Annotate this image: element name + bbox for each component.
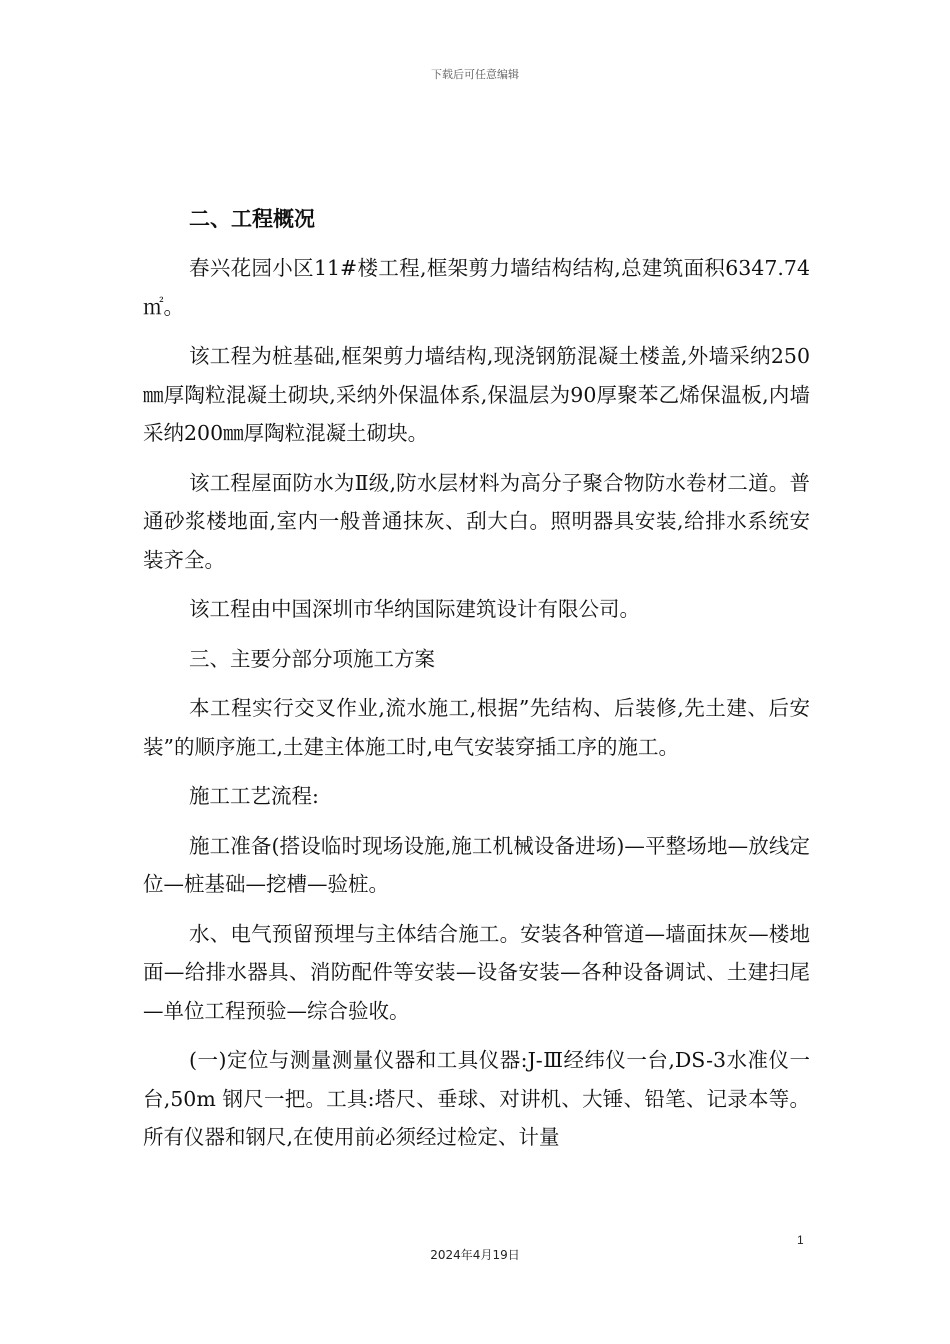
page-number: 1 — [797, 1233, 804, 1247]
header-note: 下载后可任意编辑 — [431, 68, 519, 81]
paragraph-surveying: (一)定位与测量测量仪器和工具仪器:J-Ⅲ经纬仪一台,DS-3水准仪一台,50m 钢尺一把。工具:塔尺、垂球、对讲机、大锤、铅笔、记录本等。所有仪器和钢尺,在使用前必须经过检定、计量 — [143, 1048, 810, 1149]
paragraph-process-steps-1: 施工准备(搭设临时现场设施,施工机械设备进场)—平整场地—放线定位—桩基础—挖槽—验桩。 — [143, 833, 810, 896]
paragraph-designer: 该工程由中国深圳市华纳国际建筑设计有限公司。 — [189, 597, 640, 621]
section-heading: 二、工程概况 — [189, 207, 315, 231]
paragraph-structure: 该工程为桩基础,框架剪力墙结构,现浇钢筋混凝土楼盖,外墙采纳250㎜厚陶粒混凝土砌块,采纳外保温体系,保温层为90厚聚苯乙烯保温板,内墙采纳200㎜厚陶粒混凝土砌块。 — [143, 344, 810, 445]
paragraph-construction-order: 本工程实行交叉作业,流水施工,根据”先结构、后装修,先土建、后安装”的顺序施工,土建主体施工时,电气安装穿插工序的施工。 — [143, 696, 810, 759]
subsection-heading: 三、主要分部分项施工方案 — [189, 646, 435, 671]
paragraph-process-steps-2: 水、电气预留预埋与主体结合施工。安装各种管道—墙面抹灰—楼地面—给排水器具、消防配件等安装—设备安装—各种设备调试、土建扫尾—单位工程预验—综合验收。 — [143, 921, 810, 1023]
document-body — [143, 200, 810, 1168]
paragraph-project-overview: 春兴花园小区11#楼工程,框架剪力墙结构结构,总建筑面积6347.74㎡。 — [143, 256, 810, 319]
paragraph-process-title: 施工工艺流程: — [189, 784, 319, 808]
footer-date: 2024年4月19日 — [430, 1248, 520, 1262]
paragraph-waterproofing: 该工程屋面防水为Ⅱ级,防水层材料为高分子聚合物防水卷材二道。普通砂浆楼地面,室内一般普通抹灰、刮大白。照明器具安装,给排水系统安装齐全。 — [143, 470, 810, 572]
